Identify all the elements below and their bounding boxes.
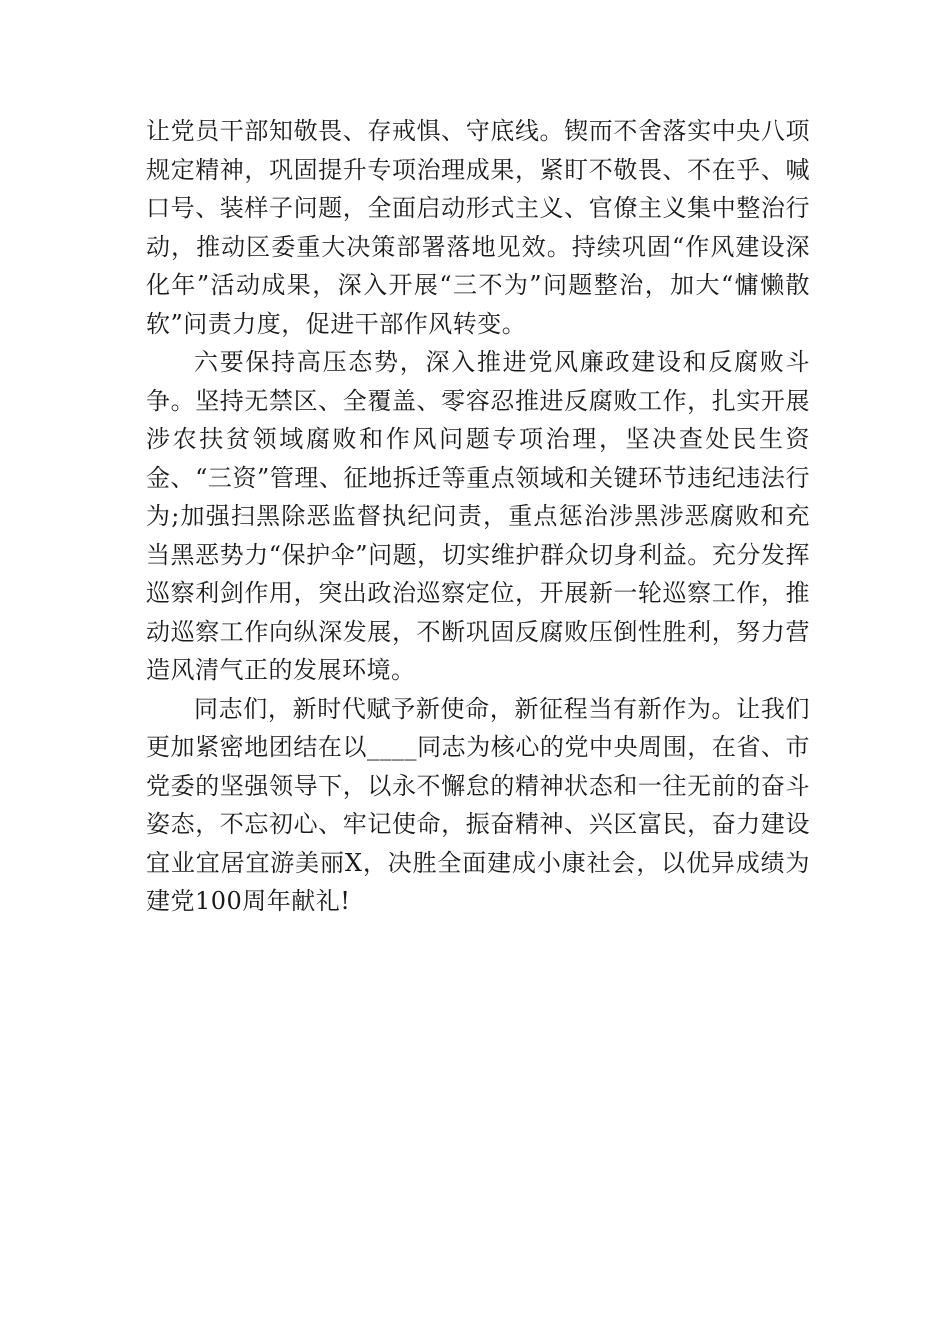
paragraph-continued: 让党员干部知敬畏、存戒惧、守底线。锲而不舍落实中央八项规定精神，巩固提升专项治理成果，紧盯不敬畏、不在乎、喊口号、装样子问题，全面启动形式主义、官僚主义集中整治行动，推动区委重大决策部署落地见效。持续巩固“作风建设深化年”活动成果，深入开展“三不为”问题整治，加大“慵懒散软”问责力度，促进干部作风转变。: [146, 117, 810, 338]
paragraph-six-requirements: 六要保持高压态势，深入推进党风廉政建设和反腐败斗争。坚持无禁区、全覆盖、零容忍推进反腐败工作，扎实开展涉农扶贫领域腐败和作风问题专项治理，坚决查处民生资金、“三资”管理、征地拆迁等重点领域和关键环节违纪违法行为;加强扫黑除恶监督执纪问责，重点惩治涉黑涉恶腐败和充当黑恶势力“保护伞”问题，切实维护群众切身利益。充分发挥巡察利剑作用，突出政治巡察定位，开展新一轮巡察工作，推动巡察工作向纵深发展，不断巩固反腐败压倒性胜利，努力营造风清气正的发展环境。: [146, 348, 810, 684]
document-body: [146, 112, 810, 921]
paragraph-closing: 同志们，新时代赋予新使命，新征程当有新作为。让我们更加紧密地团结在以____同志为核心的党中央周围，在省、市党委的坚强领导下，以永不懈怠的精神状态和一往无前的奋斗姿态，不忘初心、牢记使命，振奋精神、兴区富民，奋力建设宜业宜居宜游美丽X，决胜全面建成小康社会，以优异成绩为建党100周年献礼!: [146, 694, 810, 915]
